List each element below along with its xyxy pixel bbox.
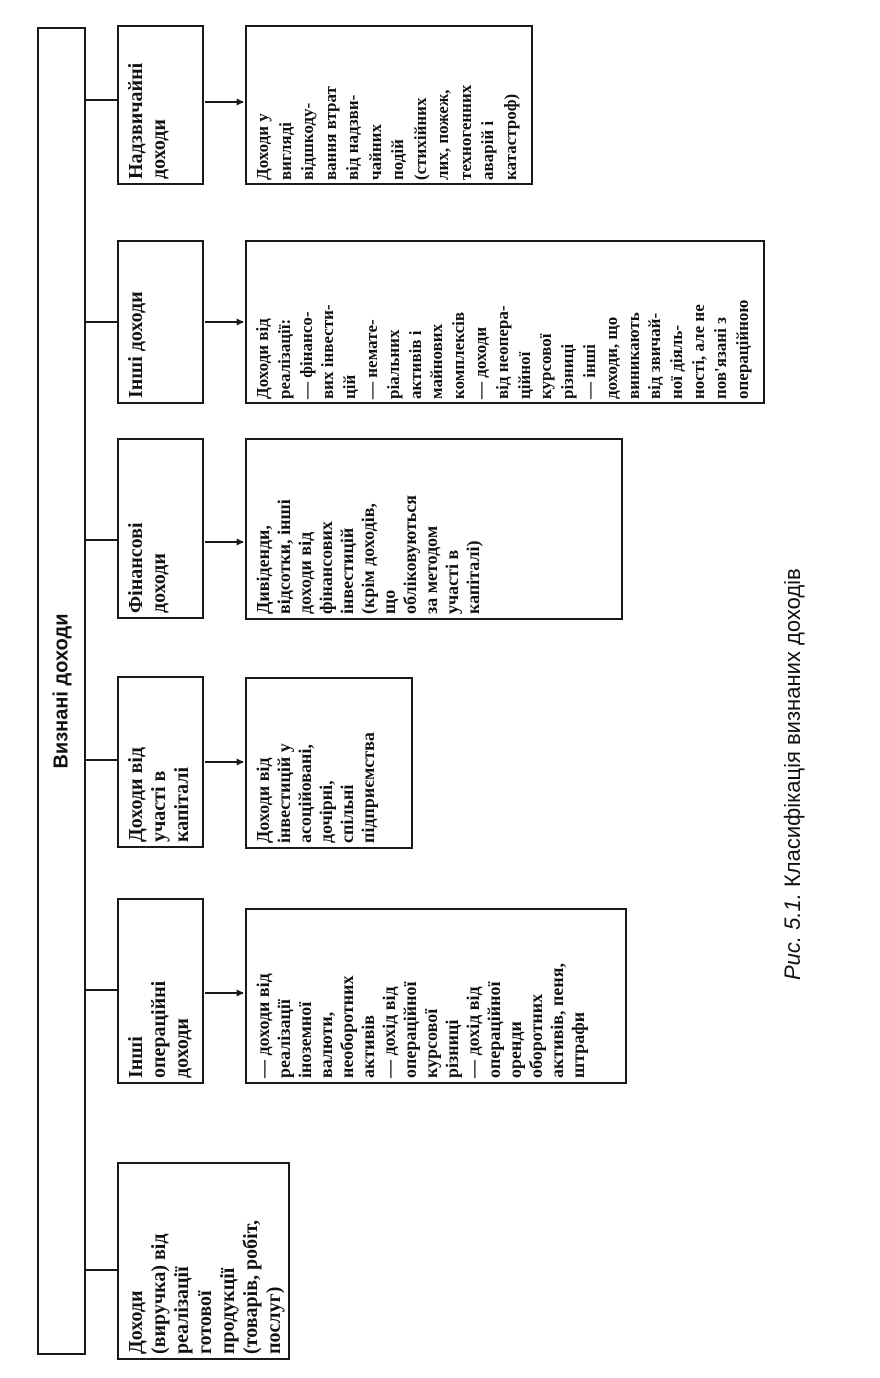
description-line: від неопера- bbox=[492, 305, 512, 399]
description-line: цій bbox=[340, 374, 360, 399]
category-line: послуг) bbox=[263, 1286, 285, 1354]
description-line: Дивіденди, bbox=[253, 525, 273, 614]
description-line: доходи від bbox=[295, 531, 315, 614]
category-box-equity-participation bbox=[117, 676, 204, 848]
category-line: Надзвичайні bbox=[125, 62, 147, 179]
description-line: — немате- bbox=[361, 319, 381, 399]
description-line: реалізації: bbox=[274, 318, 294, 399]
description-line: майнових bbox=[427, 323, 447, 399]
description-line: реалізації bbox=[274, 999, 294, 1078]
description-line: обліковуються bbox=[400, 494, 420, 614]
description-line: Доходи від bbox=[253, 757, 273, 843]
description-line: ційної bbox=[514, 351, 534, 399]
description-line: активів, пеня, bbox=[547, 963, 567, 1078]
caption-title: Класифікація визнаних доходів bbox=[780, 568, 805, 888]
description-line: чайних bbox=[365, 124, 385, 180]
description-line: ної діяль- bbox=[667, 325, 687, 399]
description-line: інвестицій у bbox=[274, 743, 294, 843]
description-line: активів bbox=[358, 1014, 378, 1078]
description-box-other-operating bbox=[245, 908, 627, 1084]
root-label: Визнані доходи bbox=[50, 613, 72, 769]
category-line: (виручка) від bbox=[148, 1233, 170, 1354]
description-line: інвестицій bbox=[337, 527, 357, 614]
description-line: — інші bbox=[579, 344, 599, 399]
category-line: доходи bbox=[171, 1018, 193, 1078]
category-line: Інші bbox=[125, 1036, 147, 1078]
description-line: (стихійних bbox=[410, 97, 430, 180]
description-line: фінансових bbox=[316, 521, 336, 614]
description-line: вання втрат bbox=[320, 86, 340, 180]
description-line: Доходи у bbox=[253, 113, 272, 180]
description-line: ріальних bbox=[383, 329, 403, 399]
category-line: готової bbox=[194, 1290, 216, 1354]
description-line: за методом bbox=[421, 525, 441, 614]
description-line: ності, але не bbox=[688, 304, 708, 399]
description-line: (крім доходів, bbox=[358, 503, 378, 614]
description-line: операційної bbox=[484, 981, 504, 1078]
caption-number: Рис. 5.1. bbox=[780, 893, 805, 980]
description-line: — фінансо- bbox=[296, 311, 316, 399]
category-box-sales-revenue bbox=[117, 1162, 290, 1360]
description-line: техногенних bbox=[455, 84, 475, 180]
description-line: вигляді bbox=[275, 122, 295, 180]
category-line: доходи bbox=[148, 119, 170, 179]
category-line: Доходи bbox=[125, 1290, 147, 1354]
description-box-financial bbox=[245, 438, 623, 620]
category-line: операційні bbox=[148, 980, 170, 1078]
description-line: різниці bbox=[442, 1019, 462, 1078]
description-line: відшкоду- bbox=[298, 102, 317, 180]
category-line: Доходи від bbox=[125, 746, 147, 842]
description-line: що bbox=[379, 589, 399, 614]
description-line: участі в bbox=[442, 549, 462, 614]
category-line: (товарів, робіт, bbox=[240, 1219, 262, 1354]
description-line: курсової bbox=[536, 333, 556, 399]
description-line: лих, пожеж, bbox=[433, 89, 452, 180]
description-line: різниці bbox=[558, 343, 578, 399]
description-line: активів і bbox=[405, 330, 425, 399]
description-line: від надзви- bbox=[343, 94, 362, 180]
category-line: продукції bbox=[217, 1267, 239, 1354]
description-line: курсової bbox=[421, 1008, 441, 1078]
category-box-financial bbox=[117, 438, 204, 619]
description-line: — дохід від bbox=[463, 986, 483, 1078]
description-line: капіталі) bbox=[463, 540, 483, 614]
description-line: валюти, bbox=[316, 1011, 336, 1078]
description-line: штрафи bbox=[568, 1011, 588, 1078]
category-box-other-operating bbox=[117, 898, 204, 1084]
description-line: — дохід від bbox=[379, 986, 399, 1078]
description-line: аварій і bbox=[478, 120, 497, 180]
category-line: доходи bbox=[148, 553, 170, 613]
category-line: Інші доходи bbox=[125, 291, 147, 398]
description-line: виникають bbox=[623, 312, 643, 399]
category-line: капіталі bbox=[171, 766, 193, 842]
category-line: Фінансові bbox=[125, 522, 147, 613]
description-line: дочірні, bbox=[316, 780, 336, 843]
description-line: необоротних bbox=[337, 975, 357, 1078]
category-box-other-income bbox=[117, 240, 204, 404]
description-line: пов'язані з bbox=[710, 317, 730, 399]
description-line: — доходи bbox=[470, 326, 490, 399]
description-line: операційної bbox=[400, 981, 420, 1078]
description-line: доходи, що bbox=[601, 316, 621, 399]
description-line: спільні bbox=[337, 784, 357, 843]
description-line: комплексів bbox=[449, 311, 469, 399]
category-line: участі в bbox=[148, 770, 170, 842]
description-line: асоційовані, bbox=[295, 744, 315, 843]
category-line: реалізації bbox=[171, 1266, 193, 1354]
description-box-equity-participation bbox=[245, 677, 413, 849]
description-line: вих інвести- bbox=[318, 304, 338, 399]
description-line: оренди bbox=[505, 1021, 525, 1078]
description-line: катастроф) bbox=[500, 93, 520, 180]
description-line: Доходи від bbox=[253, 318, 272, 399]
description-line: від звичай- bbox=[645, 312, 665, 399]
description-box-extraordinary bbox=[245, 25, 533, 185]
description-line: — доходи від bbox=[253, 973, 273, 1078]
description-line: іноземної bbox=[295, 1001, 315, 1078]
description-line: операційною bbox=[732, 299, 752, 399]
description-line: подій bbox=[388, 139, 407, 180]
figure-caption bbox=[780, 568, 806, 980]
description-box-other-income bbox=[245, 240, 765, 404]
description-line: відсотки, інші bbox=[274, 499, 294, 614]
description-line: підприємства bbox=[358, 732, 378, 843]
description-line: оборотних bbox=[526, 993, 546, 1078]
category-box-extraordinary bbox=[117, 25, 204, 185]
